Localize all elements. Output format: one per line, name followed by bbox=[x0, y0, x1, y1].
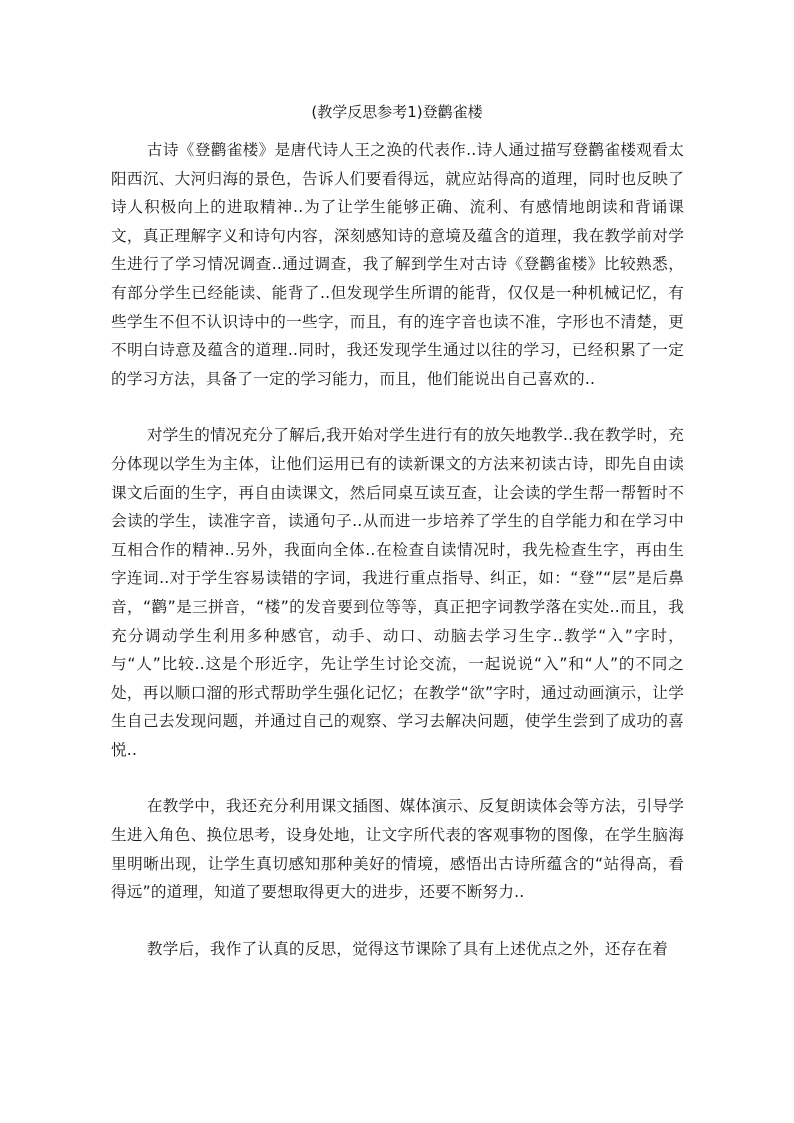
paragraph-1: 古诗《登鹳雀楼》是唐代诗人王之涣的代表作..诗人通过描写登鹳雀楼观看太阳西沉、大河归海的景色，告诉人们要看得远，就应站得高的道理，同时也反映了诗人积极向上的进取精神..为了让学生能够正确、流利、有感情地朗读和背诵课文，真正理解字义和诗句内容，深刻感知诗的意境及蕴含的道理，我在教学前对学生进行了学习情况调查..通过调查，我了解到学生对古诗《登鹳雀楼》比较熟悉，有部分学生已经能读、能背了..但发现学生所谓的能背，仅仅是一种机械记忆，有些学生不但不认识诗中的一些字，而且，有的连字音也读不准，字形也不清楚，更不明白诗意及蕴含的道理..同时，我还发现学生通过以往的学习，已经积累了一定的学习方法，具备了一定的学习能力，而且，他们能说出自己喜欢的.. bbox=[111, 141, 684, 388]
paragraph-2: 对学生的情况充分了解后,我开始对学生进行有的放矢地教学..我在教学时，充分体现以学生为主体，让他们运用已有的读新课文的方法来初读古诗，即先自由读课文后面的生字，再自由读课文，然后同桌互读互查，让会读的学生帮一帮暂时不会读的学生，读准字音，读通句子..从而进一步培养了学生的自学能力和在学习中互相合作的精神..另外，我面向全体..在检查自读情况时，我先检查生字，再由生字连词..对于学生容易读错的字词，我进行重点指导、纠正，如：“登”“层”是后鼻音，“鹳”是三拼音，“楼”的发音要到位等等，真正把字词教学落在实处..而且，我充分调动学生利用多种感官，动手、动口、动脑去学习生字..教学“入”字时，与“人”比较..这是个形近字，先让学生讨论交流，一起说说“入”和“人”的不同之处，再以顺口溜的形式帮助学生强化记忆；在教学“欲”字时，通过动画演示，让学生自己去发现问题，并通过自己的观察、学习去解决问题，使学生尝到了成功的喜悦.. bbox=[111, 426, 684, 759]
paragraph-3: 在教学中，我还充分利用课文插图、媒体演示、反复朗读体会等方法，引导学生进入角色、换位思考，设身处地，让文字所代表的客观事物的图像，在学生脑海里明晰出现，让学生真切感知那种美好的情境，感悟出古诗所蕴含的“站得高，看得远”的道理，知道了要想取得更大的进步，还要不断努力.. bbox=[111, 797, 684, 902]
paragraph-4: 教学后，我作了认真的反思，觉得这节课除了具有上述优点之外，还存在着 bbox=[146, 939, 669, 958]
document-title: (教学反思参考1)登鹳雀楼 bbox=[311, 103, 483, 121]
document-body bbox=[111, 136, 684, 991]
